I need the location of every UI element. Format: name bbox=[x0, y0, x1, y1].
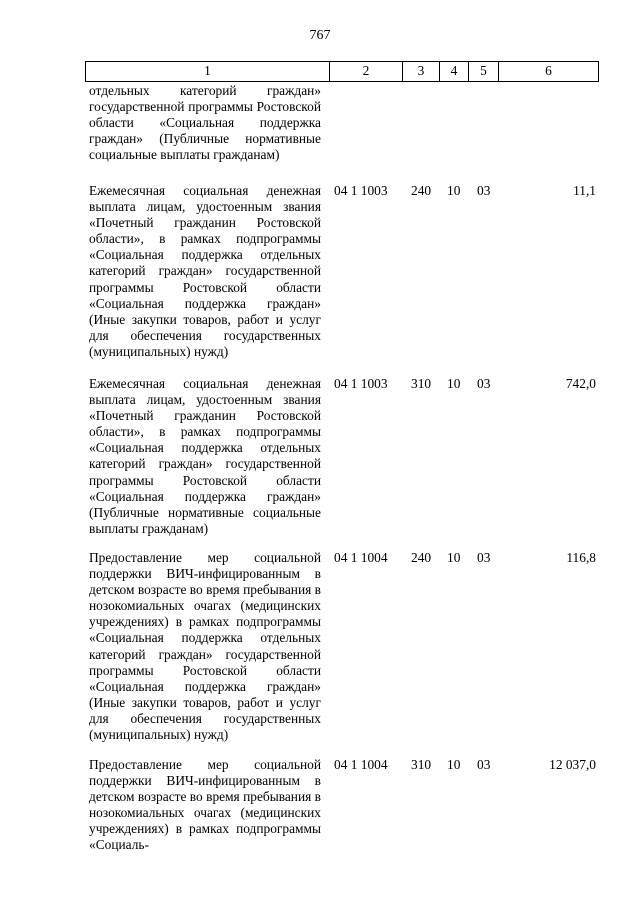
column-header-3: 3 bbox=[403, 62, 440, 81]
row-target-code: 04 1 1004 bbox=[334, 757, 388, 772]
row-target-code: 04 1 1003 bbox=[334, 376, 388, 391]
row-description: Предоставление мер социальной поддержки ВИЧ-инфицированным в детском возрасте во время пребывания в нозокомиальных очагах (медицинских учреждениях) в рамках подпрограммы «Социальная поддержка отдельных категорий граждан» государственной программы Ростовской области «Социальная поддержка граждан» (Иные закупки товаров, работ и услуг для обеспечения государственных (муниципальных) нужд) bbox=[89, 550, 321, 743]
continuation-text: отдельных категорий граждан» государственной программы Ростовской области «Социальная поддержка граждан» (Публичные нормативные социальные выплаты гражданам) bbox=[89, 83, 321, 163]
column-header-2: 2 bbox=[330, 62, 403, 81]
page-number: 767 bbox=[309, 28, 331, 43]
row-description: Ежемесячная социальная денежная выплата лицам, удостоенным звания «Почетный гражданин Ростовской области», в рамках подпрограммы «Социальная поддержка отдельных категорий граждан» государственной программы Ростовской области «Социальная поддержка граждан» (Иные закупки товаров, работ и услуг для обеспечения государственных (муниципальных) нужд) bbox=[89, 183, 321, 359]
table-header-row bbox=[85, 61, 599, 82]
column-header-4: 4 bbox=[440, 62, 469, 81]
row-amount: 12 037,0 bbox=[549, 757, 596, 772]
row-section: 10 bbox=[447, 757, 461, 772]
row-target-code: 04 1 1004 bbox=[334, 550, 388, 565]
row-expense-type: 240 bbox=[411, 183, 432, 198]
row-subsection: 03 bbox=[477, 550, 491, 565]
row-amount: 116,8 bbox=[566, 550, 596, 565]
column-header-1: 1 bbox=[86, 62, 330, 81]
row-subsection: 03 bbox=[477, 376, 491, 391]
row-description: Ежемесячная социальная денежная выплата лицам, удостоенным звания «Почетный гражданин Ростовской области», в рамках подпрограммы «Социальная поддержка отдельных категорий граждан» государственной программы Ростовской области «Социальная поддержка граждан» (Публичные нормативные социальные выплаты гражданам) bbox=[89, 376, 321, 536]
column-header-5: 5 bbox=[469, 62, 499, 81]
row-expense-type: 240 bbox=[411, 550, 432, 565]
row-description: Предоставление мер социальной поддержки ВИЧ-инфицированным в детском возрасте во время пребывания в нозокомиальных очагах (медицинских учреждениях) в рамках подпрограммы «Социаль- bbox=[89, 757, 321, 853]
row-expense-type: 310 bbox=[411, 757, 432, 772]
row-subsection: 03 bbox=[477, 183, 491, 198]
row-section: 10 bbox=[447, 550, 461, 565]
column-header-6: 6 bbox=[545, 63, 552, 79]
row-expense-type: 310 bbox=[411, 376, 432, 391]
row-section: 10 bbox=[447, 183, 461, 198]
row-target-code: 04 1 1003 bbox=[334, 183, 388, 198]
row-amount: 742,0 bbox=[565, 376, 596, 391]
row-section: 10 bbox=[447, 376, 461, 391]
row-subsection: 03 bbox=[477, 757, 491, 772]
row-amount: 11,1 bbox=[573, 183, 596, 198]
